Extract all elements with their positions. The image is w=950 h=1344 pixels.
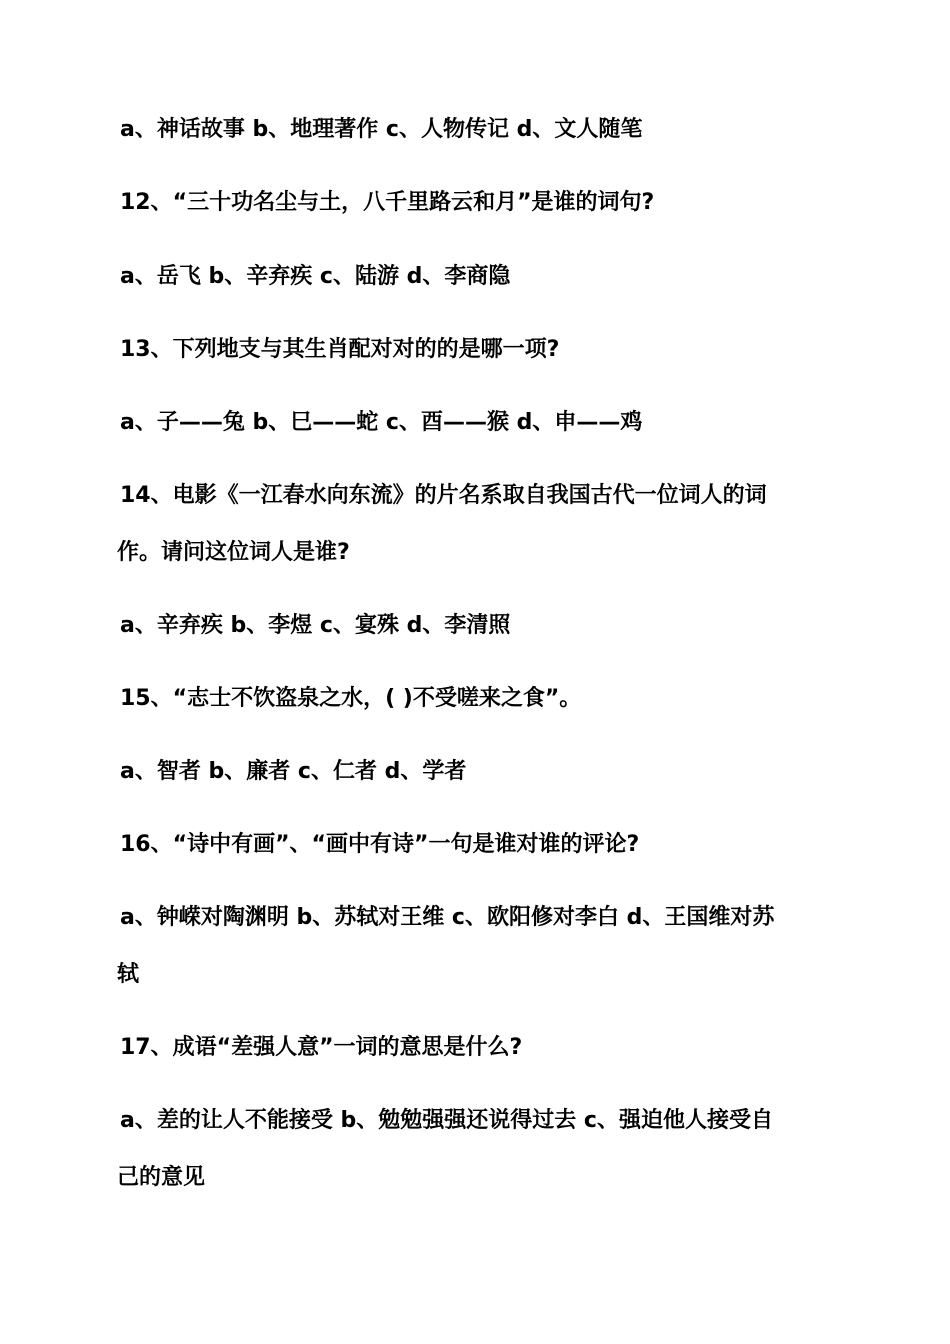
q13-options: a、子——兔 b、巳——蛇 c、酉——猴 d、申——鸡 [120, 410, 643, 435]
q14-question-line2: 作。请问这位词人是谁? [117, 540, 350, 565]
q16-options-line2: 轼 [117, 962, 140, 987]
q16-options-line1: a、钟嵘对陶渊明 b、苏轼对王维 c、欧阳修对李白 d、王国维对苏 [120, 905, 775, 930]
q15-question: 15、“志士不饮盗泉之水，( )不受嗟来之食”。 [120, 686, 582, 711]
q11-options: a、神话故事 b、地理著作 c、人物传记 d、文人随笔 [120, 117, 643, 142]
q12-options: a、岳飞 b、辛弃疾 c、陆游 d、李商隐 [120, 264, 511, 289]
q16-question: 16、“诗中有画”、“画中有诗”一句是谁对谁的评论? [120, 832, 640, 857]
q12-question: 12、“三十功名尘与土，八千里路云和月”是谁的词句? [120, 190, 655, 215]
q15-options: a、智者 b、廉者 c、仁者 d、学者 [120, 759, 467, 784]
q13-question: 13、下列地支与其生肖配对对的的是哪一项? [120, 337, 560, 362]
q14-options: a、辛弃疾 b、李煜 c、宴殊 d、李清照 [120, 613, 511, 638]
q17-options-line1: a、差的让人不能接受 b、勉勉强强还说得过去 c、强迫他人接受自 [120, 1108, 773, 1133]
q14-question-line1: 14、电影《一江春水向东流》的片名系取自我国古代一位词人的词 [120, 483, 767, 508]
q17-question: 17、成语“差强人意”一词的意思是什么? [120, 1035, 523, 1060]
q17-options-line2: 己的意见 [117, 1165, 206, 1190]
